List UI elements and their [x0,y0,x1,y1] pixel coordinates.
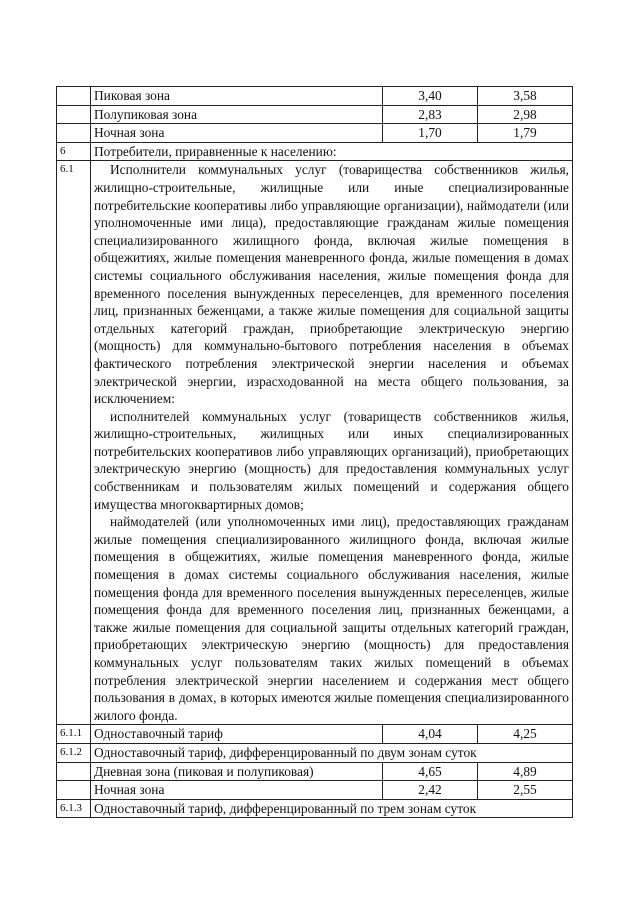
table-row [57,781,573,800]
section-title: Потребители, приравненные к населению: [91,142,573,161]
table-row [57,87,573,106]
zone-label: Дневная зона (пиковая и полупиковая) [91,762,383,781]
table-row [57,725,573,744]
tariff-value-2: 4,25 [478,725,573,744]
table-row [57,762,573,781]
row-number-cell [57,124,91,143]
table-row [57,124,573,143]
zone-label: Пиковая зона [91,87,383,106]
row-number-cell [57,762,91,781]
tariff-table [56,86,573,818]
table-row [57,743,573,762]
tariff-value-1: 4,65 [383,762,478,781]
paragraph: Исполнители коммунальных услуг (товарищества собственников жилья, жилищно-строительные, жилищные или иные специализированные потребительские кооперативы либо управляющие организации), наймодатели (или уполномоченные ими лица), предоставляющие гражданам жилые помещения специализированного жилищного фонда, включая жилые помещения в общежитиях, жилые помещения маневренного фонда, жилые помещения в домах системы социального обслуживания населения, жилые помещения фонда для временного поселения вынужденных переселенцев, для временного поселения лиц, признанных беженцами, а также жилые помещения для социальной защиты отдельных категорий граждан, приобретающие электрическую энергию (мощность) для коммунально-бытового потребления населения в объемах фактического потребления электрической энергии населения и объемах электрической энергии, израсходованной на места общего пользования, за исключением: [94,162,569,407]
table-row [57,161,573,725]
row-number-cell [57,781,91,800]
tariff-value-2: 4,89 [478,762,573,781]
row-number-cell: 6.1.2 [57,743,91,762]
row-number-cell: 6 [57,142,91,161]
tariff-value-1: 2,83 [383,105,478,124]
table-row [57,799,573,818]
zone-label: Ночная зона [91,781,383,800]
tariff-value-1: 4,04 [383,725,478,744]
row-number-cell [57,105,91,124]
row-number-cell: 6.1.3 [57,799,91,818]
tariff-label: Одноставочный тариф, дифференцированный по трем зонам суток [91,799,573,818]
paragraph: наймодателей (или уполномоченных ими лиц), предоставляющих гражданам жилые помещения специализированного жилищного фонда, включая жилые помещения в общежитиях, жилые помещения маневренного фонда, жилые помещения в домах системы социального обслуживания населения, жилые помещения фонда для временного поселения вынужденных переселенцев, жилые помещения фонда для временного поселения лиц, признанных беженцами, а также жилые помещения для социальной защиты отдельных категорий граждан, приобретающих электрическую энергию (мощность) для предоставления коммунальных услуг пользователям таких жилых помещений в объемах потребления электрической энергии населением и содержания мест общего пользования в домах, в которых имеются жилые помещения специализированного жилого фонда. [94,514,569,723]
tariff-label: Одноставочный тариф, дифференцированный по двум зонам суток [91,743,573,762]
zone-label: Ночная зона [91,124,383,143]
tariff-value-1: 1,70 [383,124,478,143]
table-row [57,105,573,124]
tariff-value-2: 2,55 [478,781,573,800]
paragraph: исполнителей коммунальных услуг (товариществ собственников жилья, жилищно-строительных, жилищных или иных специализированных потребительских кооперативов либо управляющих организаций), приобретающих электрическую энергию (мощность) для предоставления коммунальных услуг собственникам и пользователям жилых помещений и содержания общего имущества многоквартирных домов; [94,408,569,512]
row-number-cell [57,87,91,106]
tariff-value-2: 1,79 [478,124,573,143]
tariff-value-2: 2,98 [478,105,573,124]
tariff-label: Одноставочный тариф [91,725,383,744]
tariff-value-1: 3,40 [383,87,478,106]
row-number-cell: 6.1.1 [57,725,91,744]
row-number-cell: 6.1 [57,161,91,725]
zone-label: Полупиковая зона [91,105,383,124]
section-text [91,161,573,725]
tariff-value-2: 3,58 [478,87,573,106]
table-row [57,142,573,161]
tariff-value-1: 2,42 [383,781,478,800]
